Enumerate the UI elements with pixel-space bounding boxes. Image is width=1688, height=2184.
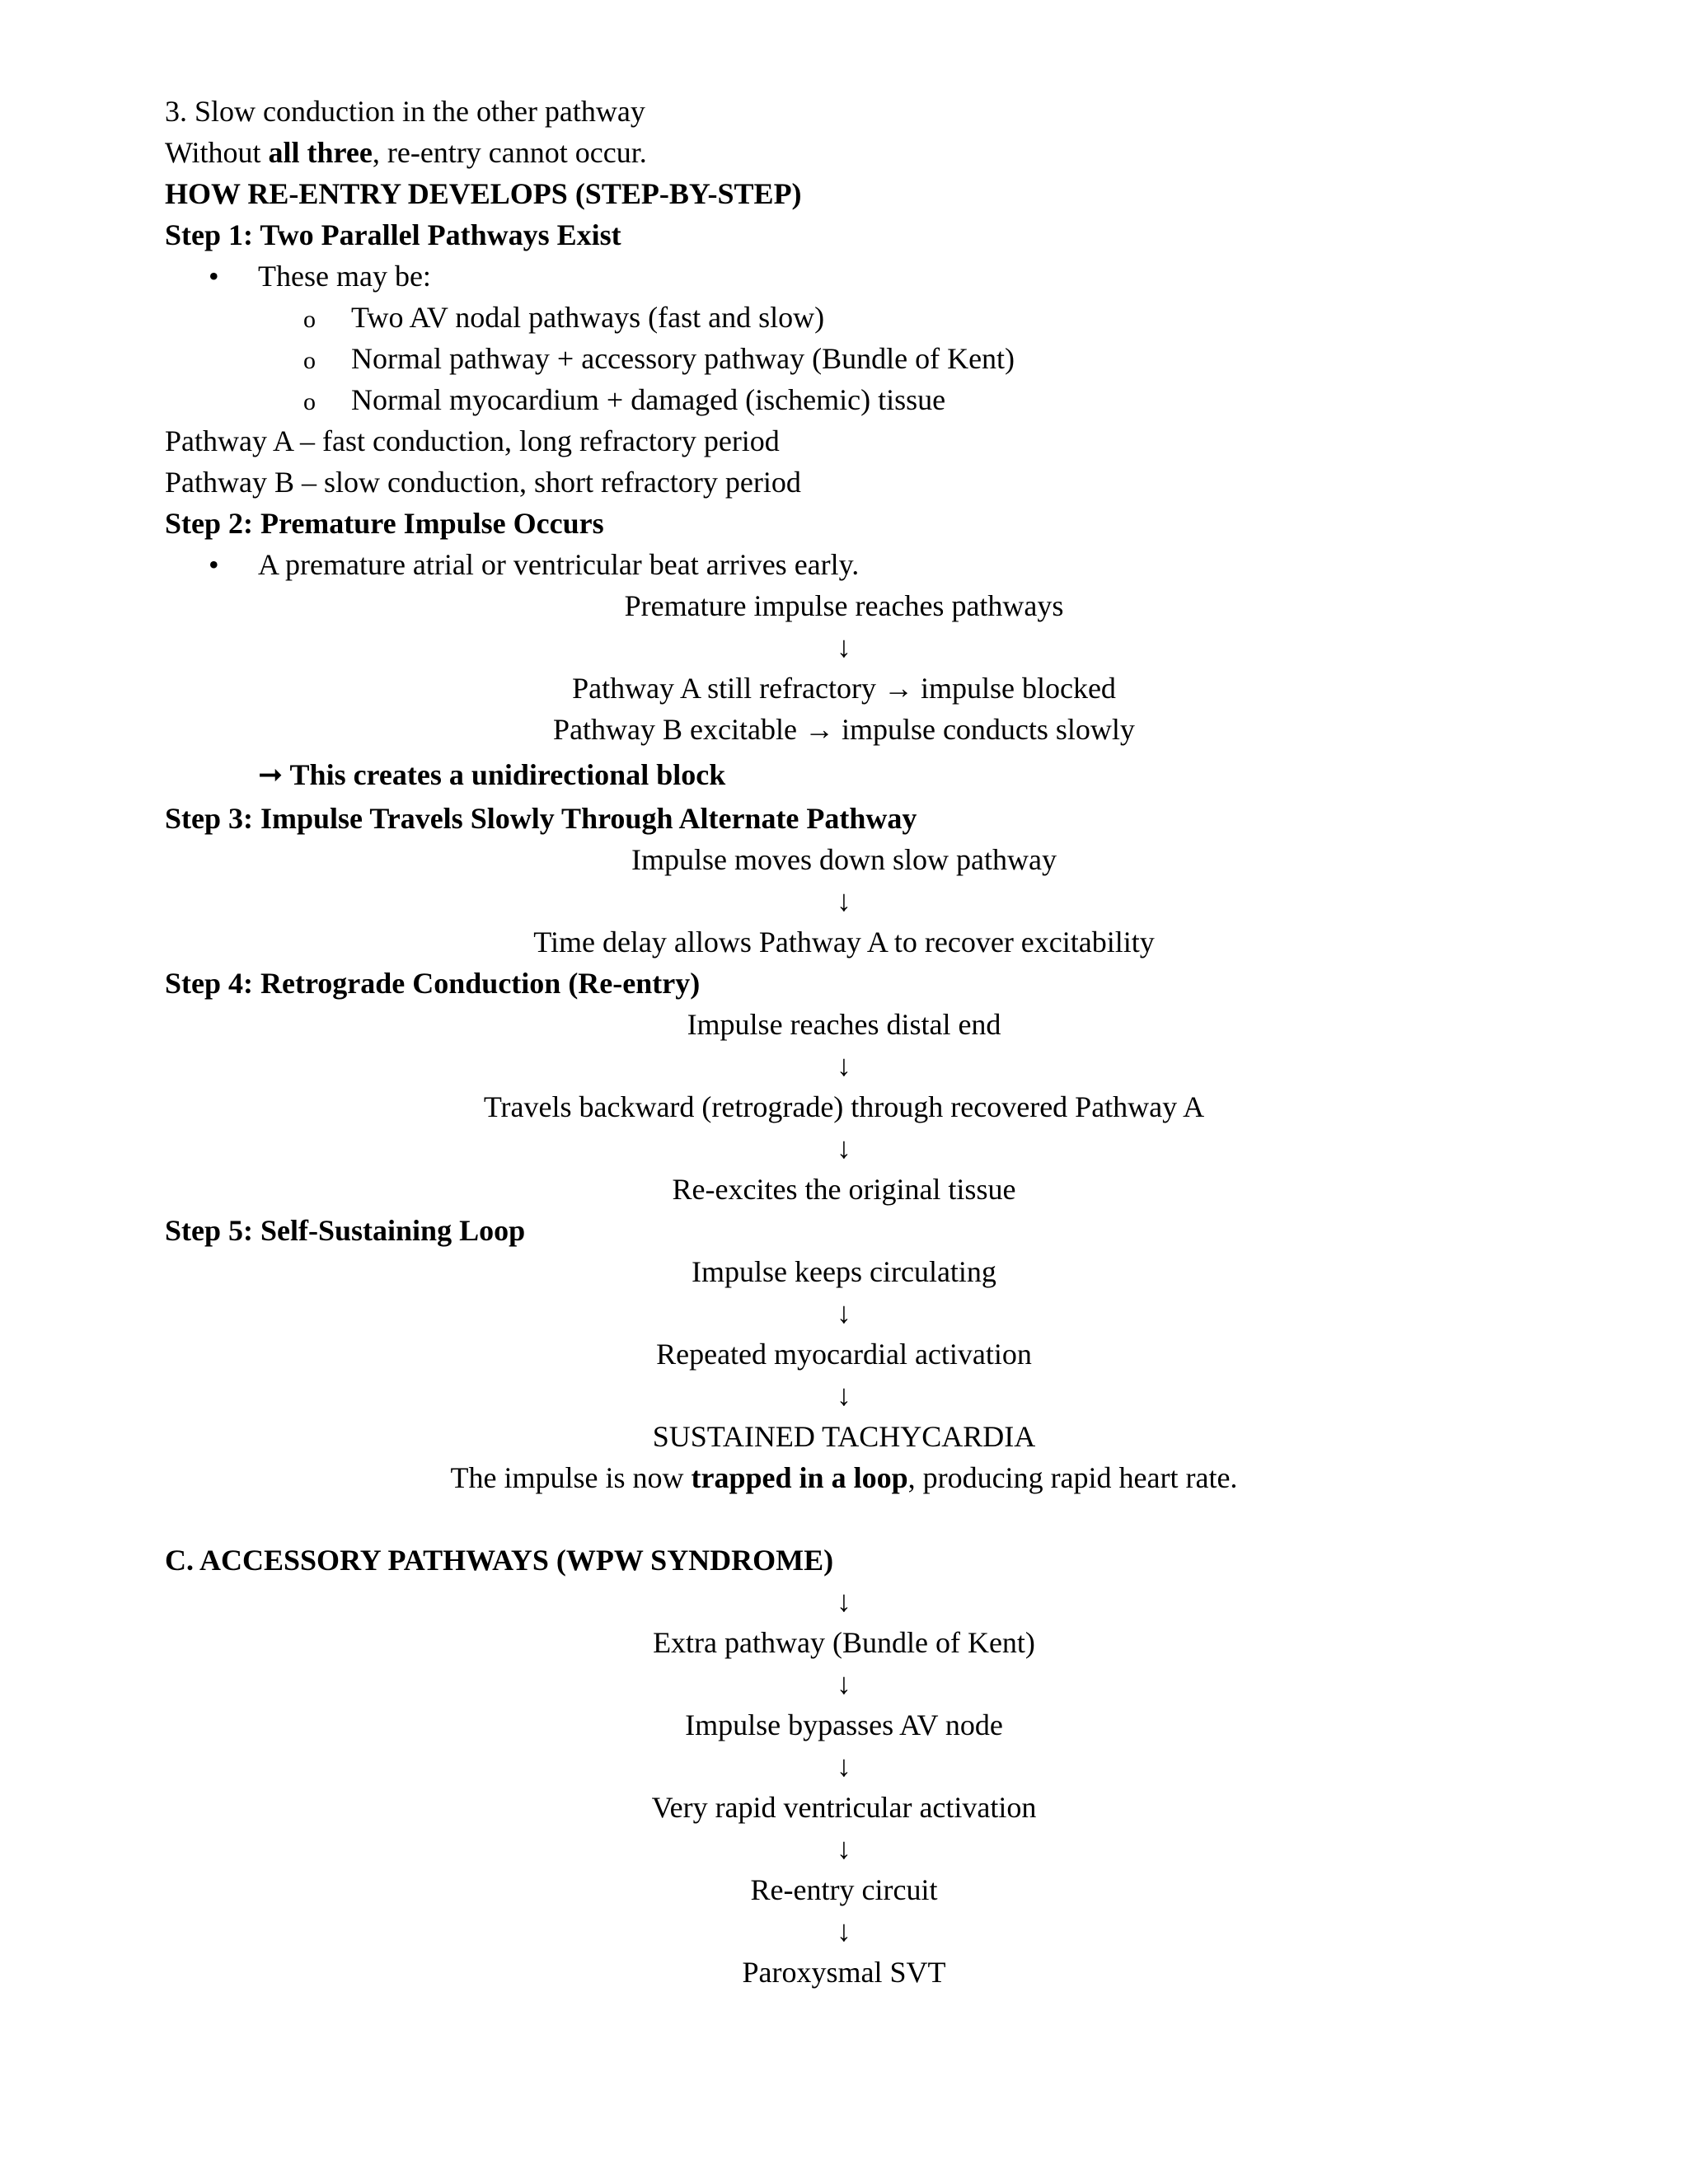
step1-title: Step 1: Two Parallel Pathways Exist [165, 218, 621, 251]
step3-flow-line: Impulse moves down slow pathway [631, 843, 1057, 876]
loop-summary [0, 1457, 1688, 1498]
criteria-summary [165, 132, 647, 173]
bullet-icon: • [209, 548, 219, 581]
pathway-a-description: Pathway A – fast conduction, long refractory period [165, 424, 780, 457]
step1-subitem-text: Two AV nodal pathways (fast and slow) [351, 301, 825, 334]
section-c-flow-line: Impulse bypasses AV node [685, 1708, 1003, 1741]
criteria-summary-post: , re-entry cannot occur. [372, 136, 647, 169]
unidirectional-block-note [258, 754, 725, 796]
step4-flow-line: Travels backward (retrograde) through recovered Pathway A [483, 1090, 1205, 1123]
loop-summary-bold: trapped in a loop [691, 1461, 908, 1494]
section-c-flow-line: Extra pathway (Bundle of Kent) [653, 1626, 1035, 1659]
pathway-b-description: Pathway B – slow conduction, short refractory period [165, 466, 801, 499]
step1-bullet [209, 255, 431, 297]
criteria-summary-bold: all three [268, 136, 373, 169]
loop-summary-pre: The impulse is now [450, 1461, 692, 1494]
down-arrow-icon: ↓ [837, 1832, 851, 1865]
step4-flow-line: Re-excites the original tissue [672, 1173, 1016, 1206]
step1-subitem [303, 379, 946, 423]
loop-summary-post: , producing rapid heart rate. [907, 1461, 1238, 1494]
sub-bullet-icon: o [303, 306, 316, 333]
section-c-title: C. ACCESSORY PATHWAYS (WPW SYNDROME) [165, 1544, 834, 1577]
step5-flow-line: SUSTAINED TACHYCARDIA [652, 1420, 1036, 1453]
section-c-flow-line: Very rapid ventricular activation [651, 1791, 1037, 1824]
step1-subitem [303, 338, 1015, 382]
step1-subitem [303, 297, 825, 340]
criteria-summary-pre: Without [165, 136, 269, 169]
right-arrow-icon: ➞ [258, 758, 284, 792]
unidirectional-block-text: This creates a unidirectional block [289, 758, 726, 791]
step2-flow-line: Pathway B excitable → impulse conducts slowly [553, 713, 1135, 746]
step4-flow-line: Impulse reaches distal end [687, 1008, 1001, 1041]
down-arrow-icon: ↓ [837, 1379, 851, 1412]
sub-bullet-icon: o [303, 388, 316, 415]
step4-title: Step 4: Retrograde Conduction (Re-entry) [165, 967, 701, 1000]
step1-bullet-text: These may be: [258, 260, 431, 293]
step2-flow-line: Premature impulse reaches pathways [624, 589, 1064, 622]
step5-flow-line: Impulse keeps circulating [692, 1255, 996, 1288]
down-arrow-icon: ↓ [837, 1915, 851, 1947]
section-heading: HOW RE-ENTRY DEVELOPS (STEP-BY-STEP) [165, 177, 802, 210]
step5-title: Step 5: Self-Sustaining Loop [165, 1214, 526, 1247]
criteria-item-3: 3. Slow conduction in the other pathway [165, 95, 645, 128]
down-arrow-icon: ↓ [837, 1585, 851, 1618]
step2-bullet-text: A premature atrial or ventricular beat arrives early. [258, 548, 860, 581]
sub-bullet-icon: o [303, 347, 316, 374]
step2-bullet [209, 544, 860, 585]
down-arrow-icon: ↓ [837, 630, 851, 663]
bullet-icon: • [209, 260, 219, 293]
down-arrow-icon: ↓ [837, 884, 851, 917]
step1-subitem-text: Normal pathway + accessory pathway (Bundle of Kent) [351, 342, 1015, 375]
section-c-flow-line: Re-entry circuit [750, 1873, 938, 1906]
step3-title: Step 3: Impulse Travels Slowly Through Alternate Pathway [165, 802, 917, 835]
section-c-flow-line: Paroxysmal SVT [742, 1956, 946, 1989]
step2-title: Step 2: Premature Impulse Occurs [165, 507, 604, 540]
down-arrow-icon: ↓ [837, 1132, 851, 1165]
step2-flow-line: Pathway A still refractory → impulse blocked [572, 672, 1116, 705]
step1-subitem-text: Normal myocardium + damaged (ischemic) tissue [351, 383, 946, 416]
step5-flow-line: Repeated myocardial activation [656, 1338, 1032, 1371]
down-arrow-icon: ↓ [837, 1296, 851, 1329]
down-arrow-icon: ↓ [837, 1049, 851, 1082]
down-arrow-icon: ↓ [837, 1750, 851, 1783]
down-arrow-icon: ↓ [837, 1667, 851, 1700]
step3-flow-line: Time delay allows Pathway A to recover excitability [533, 926, 1155, 958]
